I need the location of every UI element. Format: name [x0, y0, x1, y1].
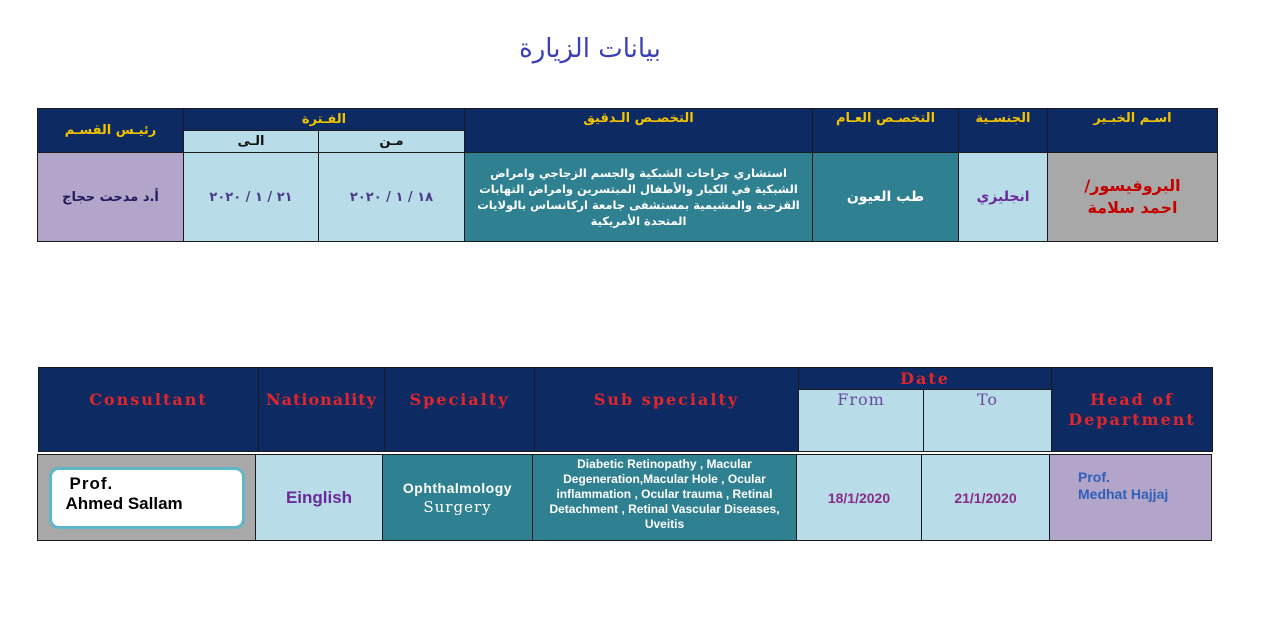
english-visit-row: [37, 454, 1212, 541]
ar-expert-name: [1048, 153, 1218, 242]
en-specialty-line2: Surgery: [423, 497, 492, 516]
arabic-visit-table: [37, 108, 1218, 242]
en-header-to: To: [924, 390, 1052, 452]
ar-expert-fullname: احمد سلامة: [1087, 198, 1178, 217]
ar-date-from: ١٨ / ١ / ٢٠٢٠: [319, 153, 465, 242]
ar-header-period: الفـترة: [184, 109, 465, 131]
en-sub-specialty: Diabetic Retinopathy , Macular Degeneration,Macular Hole , Ocular inflammation , Ocular trauma , Retinal Detachment , Retinal Vascular Diseases, Uveitis: [533, 455, 797, 541]
ar-date-to: ٢١ / ١ / ٢٠٢٠: [184, 153, 319, 242]
en-header-head-of-department: [1052, 368, 1213, 452]
page-title: بيانات الزيارة: [519, 34, 661, 64]
consultant-title: Prof.: [69, 473, 114, 493]
consultant-name: Ahmed Sallam: [65, 493, 183, 513]
en-nationality: Einglish: [256, 455, 383, 541]
ar-header-from: مـن: [319, 131, 465, 153]
en-specialty-line1: Ophthalmology: [402, 479, 513, 496]
ar-header-head-of-department: رئيـس القسـم: [38, 109, 184, 153]
en-header-sub-specialty: Sub specialty: [535, 368, 799, 452]
en-date-to: 21/1/2020: [922, 455, 1050, 541]
ar-header-general-specialty: التخصـص العـام: [813, 109, 959, 153]
ar-sub-specialty: استشاري جراحات الشبكية والجسم الزجاجي وامراض الشبكية في الكبار والأطفال المبتسرين وامراض التهابات القزحية والمشيمية بمستشفى جامعة اركانساس بالولايات المتحدة الأمريكية: [465, 153, 813, 242]
ar-header-sub-specialty: التخصـص الـدقيق: [465, 109, 813, 153]
ar-head-of-department: أ.د مدحت حجاج: [38, 153, 184, 242]
en-header-head-line1: Head of: [1090, 390, 1174, 409]
en-header-nationality: Nationality: [259, 368, 385, 452]
en-head-of-department: [1050, 455, 1212, 541]
en-head-name: Medhat Hajjaj: [1078, 486, 1169, 502]
ar-header-to: الـى: [184, 131, 319, 153]
en-header-consultant: Consultant: [39, 368, 259, 452]
ar-expert-title: البروفيسور/: [1084, 176, 1181, 195]
ar-nationality: انجليزي: [959, 153, 1048, 242]
en-specialty: [383, 455, 533, 541]
en-date-from: 18/1/2020: [797, 455, 922, 541]
en-header-head-line2: Department: [1068, 410, 1196, 429]
ar-header-expert-name: اسـم الخبـير: [1048, 109, 1218, 153]
en-head-title: Prof.: [1078, 469, 1110, 485]
en-header-date: Date: [799, 368, 1052, 390]
en-header-from: From: [799, 390, 924, 452]
consultant-card: [49, 467, 245, 529]
en-consultant-cell: [38, 455, 256, 541]
ar-general-specialty: طب العيون: [813, 153, 959, 242]
english-visit-header: [38, 367, 1213, 452]
ar-header-nationality: الجنسـية: [959, 109, 1048, 153]
en-header-specialty: Specialty: [385, 368, 535, 452]
